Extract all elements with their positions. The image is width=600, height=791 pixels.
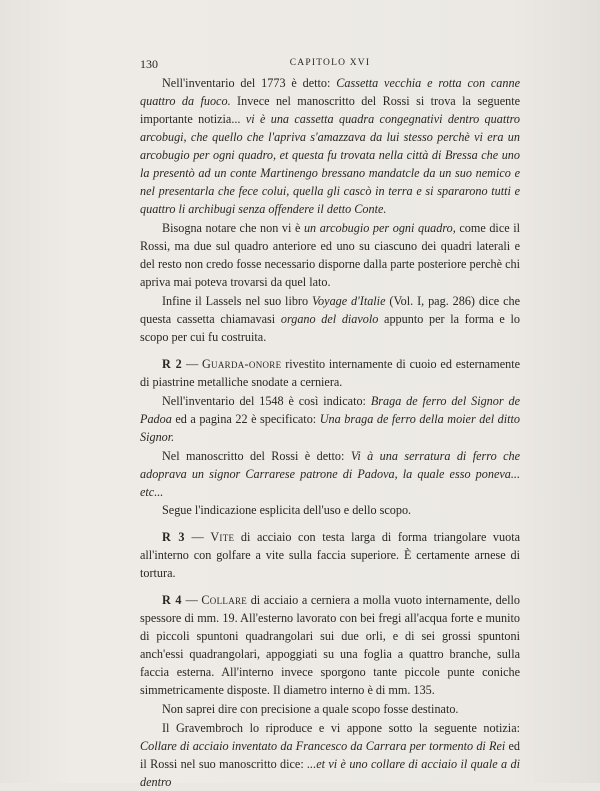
paragraph-gravembroch	[140, 719, 520, 791]
paragraph-inventory-1773	[140, 74, 520, 218]
italic-quote: ...et vi è uno collare di acciaio il quale a di dentro	[140, 757, 520, 789]
page-header	[140, 57, 520, 73]
text-run: Nell'inventario del 1773 è detto:	[162, 76, 337, 90]
entry-title: Collare	[201, 593, 248, 607]
text-run: Invece nel manoscritto del Rossi si trova la seguente importante notizia...	[140, 94, 521, 126]
paragraph-usage: Segue l'indicazione esplicita dell'uso e dello scopo.	[162, 503, 412, 517]
text-run: ed il Rossi nel suo manoscritto dice:	[140, 739, 520, 771]
italic-quote: vi è una cassetta quadra congegnativi dentro quattro arcobugi, che quello che l'apriva s'amazzava da lui stesso perchè vi era un arcobugio per ogni quadro, et questa fu trovata nella città di Bressa che uno la presentò ad un conte Martinengo bressano mandatcle da un suo nemico e nel presentarla che fece colui, quella gli cascò in terra e si spararono tutti e quattro li archibugi senza offendere il detto Conte.	[140, 112, 520, 216]
paragraph-rossi	[140, 447, 520, 501]
entry-r4	[140, 591, 520, 699]
text-run: come dice il Rossi, ma due sul quadro anteriore ed uno su ciascuno dei quadri laterali e del resto non credo fosse necessario disporne dalla parte posteriore perchè chi apriva mai poteva trovarsi da quel lato.	[140, 221, 520, 289]
page-number: 130	[140, 57, 158, 71]
paragraph-note	[140, 219, 520, 291]
running-head: CAPITOLO XVI	[289, 58, 371, 68]
text-run: Il Gravembroch lo riproduce e vi appone sotto la seguente notizia:	[162, 721, 520, 735]
text-run: di acciaio a cerniera a molla vuoto internamente, dello spessore di mm. 19. All'esterno lavorato con bei fregi all'acqua forte e munito di piccoli spuntoni quadrangolari sui due orli, e di sei grossi spuntoni anch'essi quadrangolari, appoggiati su una foglia a quattro branche, sulla faccia esterna. All'interno invece sporgono tante piccole punte coniche simmetricamente disposte. Il diametro interno è di mm. 135.	[140, 593, 521, 697]
text-run: —	[184, 530, 211, 544]
entry-r2	[140, 355, 520, 391]
italic-quote: un arcobugio per ogni quadro,	[303, 221, 456, 235]
italic-quote: Cassetta vecchia e rotta con canne quattro da fuoco.	[140, 76, 520, 108]
italic-quote: organo del diavolo	[280, 312, 379, 326]
text-run: rivestito internamente di cuoio ed esternamente di piastrine metalliche snodate a cerniera.	[140, 357, 520, 389]
text-run: ed a pagina 22 è specificato:	[171, 412, 320, 426]
entry-number: R 4	[162, 593, 182, 607]
italic-quote: Vi à una serratura di ferro che adoprava un signor Carrarese patrone di Padova, la quale esso poneva... etc...	[140, 449, 520, 499]
italic-quote: Collare di acciaio inventato da Francesco da Carrara per tormento di Rei	[140, 739, 506, 753]
entry-title: Guarda-onore	[201, 357, 282, 371]
text-run: Bisogna notare che non vi è	[162, 221, 304, 235]
text-run: Nell'inventario del 1548 è così indicato:	[162, 394, 371, 408]
text-run: —	[182, 357, 202, 371]
paragraph-purpose: Non saprei dire con precisione a quale scopo fosse destinato.	[162, 702, 459, 716]
italic-title: Voyage d'Italie	[311, 294, 386, 308]
body-text	[140, 74, 520, 791]
text-run: —	[182, 593, 202, 607]
text-run: di acciaio con testa larga di forma triangolare vuota all'interno con golfare a vite sulla faccia superiore. È certamente arnese di tortura.	[140, 530, 520, 580]
entry-number: R 3	[162, 530, 185, 544]
italic-quote: Braga de ferro del Signor de Padoa	[140, 394, 520, 426]
entry-title: Vite	[210, 530, 235, 544]
entry-r3	[140, 528, 520, 582]
text-run: Infine il Lassels nel suo libro	[162, 294, 312, 308]
text-run: appunto per la forma e lo scopo per cui fu costruita.	[140, 312, 520, 344]
entry-number: R 2	[162, 357, 183, 371]
italic-quote: Una braga de ferro della moier del ditto Signor.	[140, 412, 520, 444]
text-run: Nel manoscritto del Rossi è detto:	[162, 449, 351, 463]
paragraph-inventory-1548	[140, 392, 520, 446]
text-run: (Vol. I, pag. 286) dice che questa cassetta chiamavasi	[140, 294, 520, 326]
paragraph-lassels	[140, 292, 520, 346]
